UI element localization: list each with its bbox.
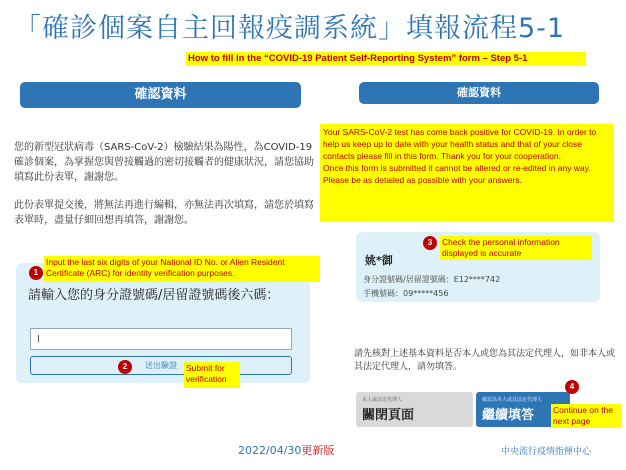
patient-name: 姚*御 xyxy=(365,254,393,267)
step-badge-2: 2 xyxy=(118,360,132,374)
left-confirm-header: 確認資料 xyxy=(20,82,301,108)
close-page-button[interactable] xyxy=(356,392,473,427)
footer-date-value: 2022/04/30 xyxy=(238,444,302,457)
annotation-step-3: Check the personal information displayed is accurate xyxy=(440,236,592,260)
english-line-1: Your SARS-CoV-2 test has come back positive for COVID-19. In order to help us keep up to date with your health status and that of your close contacts please fill in this form. Thank you for your cooperation. xyxy=(323,127,597,161)
patient-phone-line: 手機號碼：09*****456 xyxy=(363,289,449,298)
page-title: 「確診個案自主回報疫調系統」填報流程5-1 xyxy=(14,13,566,44)
left-notice-paragraph: 此份表單提交後，將無法再進行編輯，亦無法再次填寫，請您於填寫表單時，盡量仔細回想再填答，謝謝您。 xyxy=(14,200,314,226)
step-badge-1: 1 xyxy=(29,266,43,280)
left-intro-paragraph: 您的新型冠狀病毒（SARS-CoV-2）檢驗結果為陽性，為COVID-19確診個案，為掌握您與曾接觸過的密切接觸者的健康狀況，請您協助填寫此份表單，謝謝您。 xyxy=(14,142,314,183)
patient-id-line: 身分證號碼/居留證號碼：E12****742 xyxy=(363,275,501,284)
step-badge-3: 3 xyxy=(423,236,437,250)
footer-date xyxy=(238,442,334,458)
right-confirm-header: 確認資料 xyxy=(359,82,599,104)
close-button-caption: 本人或法定代理人 xyxy=(362,397,403,403)
id-question-label: 請輸入您的身分證號碼/居留證號碼後六碼： xyxy=(28,288,280,303)
id-digits-input[interactable] xyxy=(30,328,292,350)
annotation-step-1: Input the last six digits of your National ID No. or Alien Resident Certificate (ARC) for identity verification purposes. xyxy=(44,256,320,282)
english-line-2: Once this form is submitted it cannot be altered or re-edited in any way. xyxy=(323,163,591,173)
submit-verification-button[interactable]: 送出驗證 xyxy=(30,356,292,375)
continue-button-label: 繼續填答 xyxy=(482,408,535,423)
step-badge-4: 4 xyxy=(565,380,579,394)
english-translation-box xyxy=(320,124,614,222)
annotation-step-2: Submit for verification xyxy=(184,362,240,388)
continue-button-caption: 確認為本人或其法定代理人 xyxy=(482,397,543,403)
page-subtitle: How to fill in the “COVID-19 Patient Self-Reporting System” form – Step 5-1 xyxy=(186,52,586,66)
close-button-label: 關閉頁面 xyxy=(362,408,415,423)
confirm-instruction-text: 請先核對上述基本資料是否本人或您為其法定代理人，如非本人或其法定代理人，請勿填答。 xyxy=(354,349,616,372)
english-line-3: Please be as detailed as possible with your answers. xyxy=(323,175,522,185)
footer-edition: 更新版 xyxy=(301,444,335,457)
footer-agency: 中央流行疫情指揮中心 xyxy=(501,447,592,457)
annotation-step-4: Continue on the next page xyxy=(551,404,621,428)
